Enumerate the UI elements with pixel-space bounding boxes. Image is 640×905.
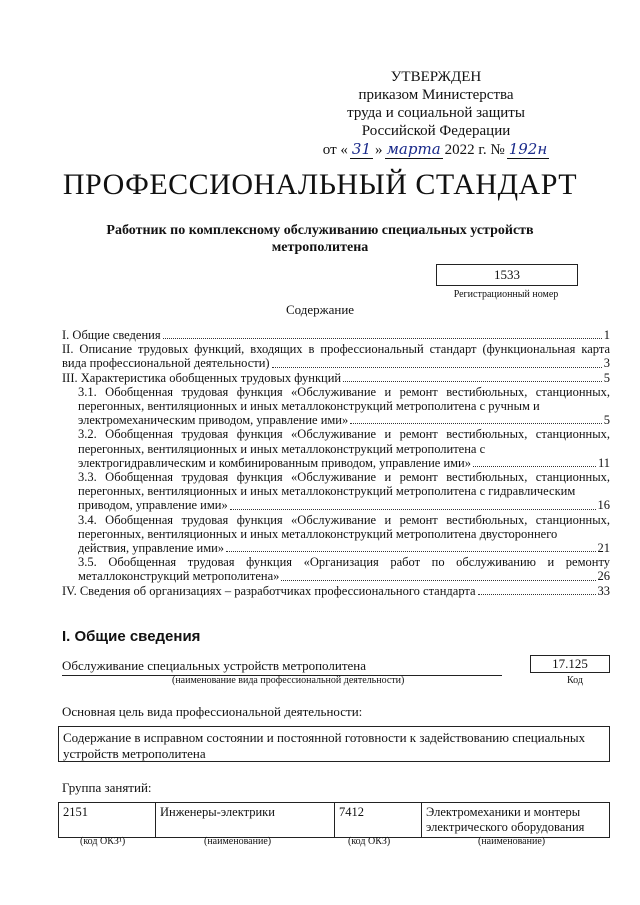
- toc-item-text-cont: электрогидравлическим и комбинированным приводом, управление ими»: [78, 455, 471, 470]
- toc-item-text: IV. Сведения об организациях – разработчиках профессионального стандарта: [62, 583, 476, 598]
- toc-item-text: 3.4. Обобщенная трудовая функция «Обслуживание и ремонт вестибюльных, станционных, перегонных, вентиляционных и иных металлоконструкций метрополитена двустороннего: [78, 512, 610, 541]
- handwritten-month: марта: [386, 140, 441, 158]
- activity-code-caption: Код: [567, 675, 583, 686]
- caption-name: (наименование): [478, 836, 546, 847]
- caption-okz-code: (код ОКЗ): [348, 836, 391, 847]
- standard-name-line: метрополитена: [271, 240, 369, 255]
- goal-label: Основная цель вида профессиональной деятельности:: [62, 704, 363, 719]
- section-heading: I. Общие сведения: [62, 628, 201, 645]
- toc-item-text-cont: вида профессиональной деятельности): [62, 356, 270, 371]
- toc-leader: [163, 338, 602, 339]
- approval-block: [316, 68, 556, 159]
- approval-line: Российской Федерации: [361, 123, 511, 139]
- toc-leader: [473, 466, 596, 467]
- activity-name-field: Обслуживание специальных устройств метрополитена: [62, 658, 502, 676]
- toc-item-page: 11: [597, 455, 610, 470]
- toc-leader: [226, 551, 595, 552]
- toc-item-text: III. Характеристика обобщенных трудовых функций: [62, 370, 342, 385]
- toc-item[interactable]: [62, 385, 610, 428]
- handwritten-day: 31: [351, 140, 371, 158]
- toc-item-page: 26: [597, 569, 610, 584]
- standard-name-line: Работник по комплексному обслуживанию специальных устройств: [106, 223, 534, 238]
- toc-item-text: 3.3. Обобщенная трудовая функция «Обслуживание и ремонт вестибюльных, станционных, перегонных, вентиляционных и иных металлоконструкций метрополитена с гидравлическим: [78, 470, 610, 499]
- occupation-group-table: [58, 802, 610, 838]
- activity-name-caption: (наименование вида профессиональной деятельности): [172, 675, 405, 686]
- toc-item-text: I. Общие сведения: [62, 328, 161, 342]
- table-of-contents: [62, 328, 610, 598]
- toc-item[interactable]: [62, 371, 610, 385]
- toc-item-page: 5: [603, 413, 610, 428]
- toc-item[interactable]: [62, 470, 610, 513]
- toc-item-page: 3: [603, 356, 610, 371]
- toc-item[interactable]: [62, 513, 610, 556]
- toc-item-text: II. Описание трудовых функций, входящих в профессиональный стандарт (функциональная карта: [62, 342, 610, 357]
- quote-close: »: [375, 142, 383, 158]
- okz-code-cell: 2151: [59, 803, 156, 838]
- caption-name: (наименование): [204, 836, 272, 847]
- toc-leader: [478, 594, 596, 595]
- toc-item-text: 3.1. Обобщенная трудовая функция «Обслуживание и ремонт вестибюльных, станционных, перегонных, вентиляционных и иных металлоконструкций метрополитена с ручным и: [78, 384, 610, 414]
- approval-line: УТВЕРЖДЕН: [390, 69, 482, 85]
- approval-line: труда и социальной защиты: [347, 105, 525, 121]
- toc-item-page: 5: [603, 370, 610, 385]
- toc-leader: [230, 509, 596, 510]
- toc-item-text-cont: приводом, управление ими»: [78, 498, 228, 513]
- toc-item-page: 16: [597, 498, 610, 513]
- toc-item[interactable]: [62, 555, 610, 583]
- table-row: [59, 803, 610, 838]
- registration-number-label: Регистрационный номер: [453, 289, 559, 300]
- contents-heading: Содержание: [285, 302, 355, 317]
- activity-code-box: 17.125: [530, 655, 610, 673]
- toc-item[interactable]: [62, 342, 610, 370]
- caption-okz-code: (код ОКЗ¹): [80, 836, 126, 847]
- handwritten-order-number: 192н: [508, 140, 548, 158]
- toc-item-text-cont: металлоконструкций метрополитена»: [78, 569, 280, 584]
- toc-item-text: 3.2. Обобщенная трудовая функция «Обслуживание и ремонт вестибюльных, станционных, перегонных, вентиляционных и иных металлоконструкций метрополитена с: [78, 427, 610, 456]
- occupation-name-cell: Электромеханики и монтеры электрического оборудования: [422, 803, 610, 838]
- approval-date-line: [316, 140, 556, 159]
- occupation-name-cell: Инженеры-электрики: [156, 803, 335, 838]
- toc-leader: [281, 580, 595, 581]
- document-title: ПРОФЕССИОНАЛЬНЫЙ СТАНДАРТ: [62, 168, 578, 201]
- toc-item-text: 3.5. Обобщенная трудовая функция «Организация работ по обслуживанию и ремонту: [78, 555, 610, 570]
- toc-item[interactable]: [62, 328, 610, 342]
- year-text: 2022 г. №: [444, 142, 505, 158]
- toc-leader: [343, 381, 602, 382]
- date-prefix: от «: [322, 142, 348, 158]
- goal-box: Содержание в исправном состоянии и постоянной готовности к задействованию специальных устройств метрополитена: [58, 726, 610, 762]
- okz-code-cell: 7412: [335, 803, 422, 838]
- toc-item-page: 21: [597, 541, 610, 556]
- approval-line: приказом Министерства: [358, 87, 514, 103]
- toc-leader: [272, 367, 602, 368]
- toc-item-text-cont: действия, управление ими»: [78, 541, 225, 556]
- toc-item-text-cont: электромеханическим приводом, управление ими»: [78, 413, 349, 428]
- toc-leader: [350, 423, 602, 424]
- toc-item[interactable]: [62, 427, 610, 470]
- toc-item-page: 33: [597, 583, 610, 598]
- standard-name: [80, 222, 560, 256]
- group-label: Группа занятий:: [62, 780, 152, 795]
- registration-number-box: 1533: [436, 264, 578, 286]
- toc-item-page: 1: [603, 328, 610, 342]
- toc-item[interactable]: [62, 584, 610, 598]
